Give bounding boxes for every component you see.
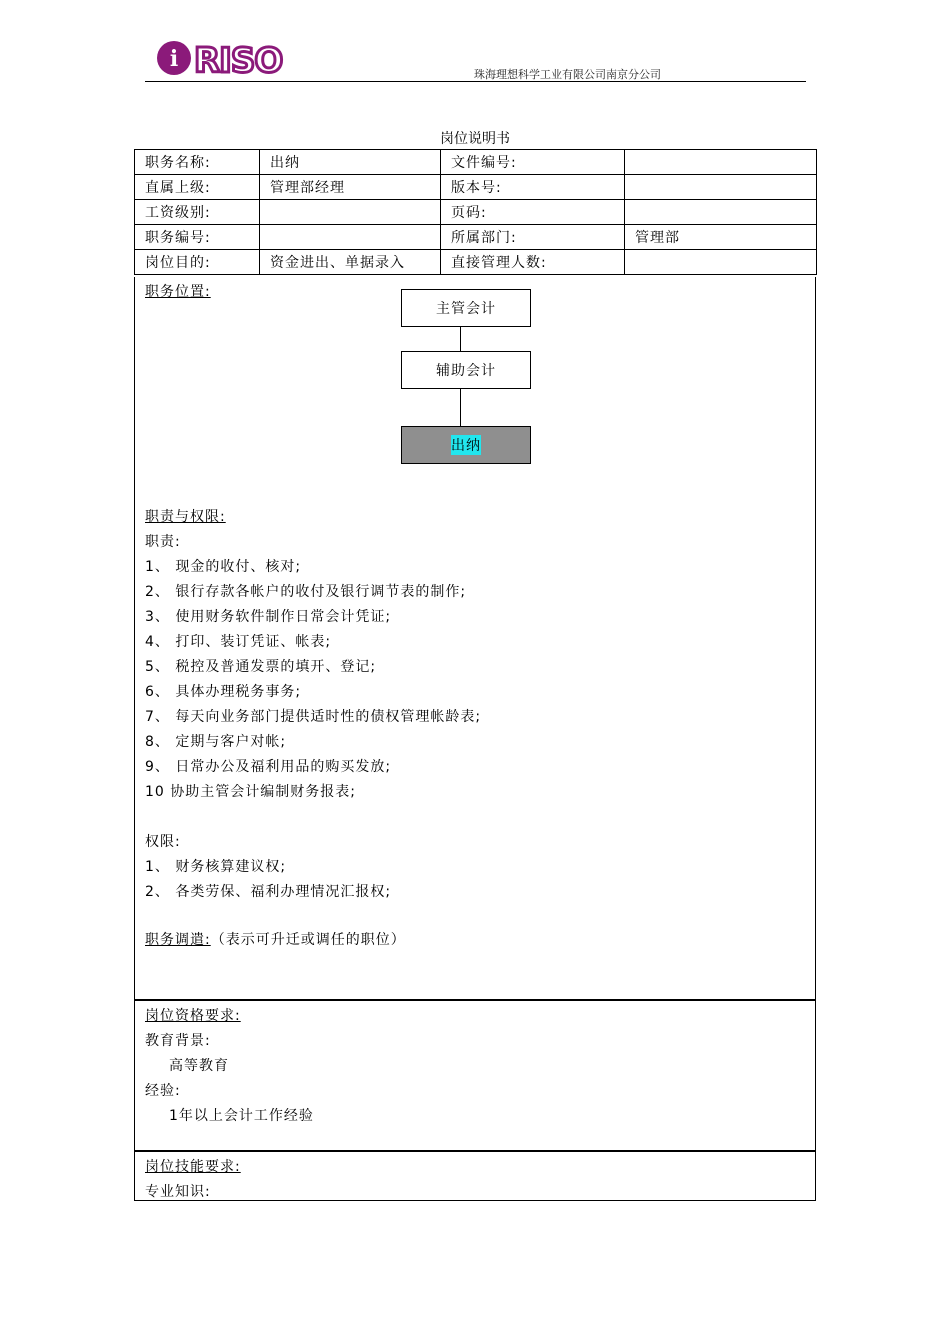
knowledge-label: 专业知识:: [145, 1184, 211, 1200]
qualification-section: [134, 1000, 816, 1151]
logo-text: RISO: [194, 41, 283, 76]
experience-label: 经验:: [145, 1083, 181, 1099]
riso-logo: [156, 40, 290, 76]
info-value-cell: [260, 200, 441, 225]
main-section: [134, 277, 816, 1000]
info-value-cell: 资金进出、单据录入: [260, 250, 441, 275]
info-value-cell: [625, 250, 817, 275]
org-box-assistant: [401, 351, 531, 389]
education-label: 教育背景:: [145, 1033, 211, 1049]
info-value-cell: 出纳: [260, 150, 441, 175]
duty-item: 4、 打印、装订凭证、帐表;: [145, 634, 332, 650]
info-label-cell: 工资级别:: [135, 200, 260, 225]
info-row: [135, 200, 817, 225]
info-row: [135, 150, 817, 175]
company-name: 珠海理想科学工业有限公司南京分公司: [474, 68, 661, 81]
skills-heading: 岗位技能要求:: [145, 1159, 241, 1175]
info-value-cell: 管理部: [625, 225, 817, 250]
document-title: 岗位说明书: [440, 131, 510, 147]
info-value-cell: [625, 200, 817, 225]
position-heading: 职务位置:: [145, 284, 211, 300]
duty-item: 10 协助主管会计编制财务报表;: [145, 784, 356, 800]
info-row: [135, 250, 817, 275]
authority-item: 2、 各类劳保、福利办理情况汇报权;: [145, 884, 392, 900]
duty-item: 7、 每天向业务部门提供适时性的债权管理帐龄表;: [145, 709, 482, 725]
skills-section: [134, 1151, 816, 1201]
info-value-cell: [625, 150, 817, 175]
duty-item: 3、 使用财务软件制作日常会计凭证;: [145, 609, 392, 625]
info-table: [134, 149, 817, 275]
info-label-cell: 直属上级:: [135, 175, 260, 200]
duty-item: 5、 税控及普通发票的填开、登记;: [145, 659, 377, 675]
duty-item: 1、 现金的收付、核对;: [145, 559, 302, 575]
duties-label: 职责:: [145, 534, 181, 550]
authority-label: 权限:: [145, 834, 181, 850]
transfer-line: [145, 929, 406, 949]
info-label-cell: 职务编号:: [135, 225, 260, 250]
org-label-current: 出纳: [451, 435, 481, 455]
info-label-cell: 直接管理人数:: [441, 250, 625, 275]
duty-item: 8、 定期与客户对帐;: [145, 734, 287, 750]
info-label-cell: 文件编号:: [441, 150, 625, 175]
info-label-cell: 页码:: [441, 200, 625, 225]
education-value: 高等教育: [169, 1058, 229, 1074]
info-row: [135, 225, 817, 250]
transfer-heading: 职务调遣:: [145, 932, 211, 948]
info-value-cell: [625, 175, 817, 200]
org-label-assistant: 辅助会计: [436, 363, 496, 379]
info-label-cell: 所属部门:: [441, 225, 625, 250]
org-connector: [460, 389, 461, 426]
experience-value: 1年以上会计工作经验: [169, 1108, 314, 1124]
svg-text:i: i: [169, 46, 179, 72]
info-label-cell: 岗位目的:: [135, 250, 260, 275]
authority-item: 1、 财务核算建议权;: [145, 859, 287, 875]
info-row: [135, 175, 817, 200]
info-value-cell: [260, 225, 441, 250]
responsibility-heading: 职责与权限:: [145, 509, 226, 525]
org-box-current: [401, 426, 531, 464]
duty-item: 6、 具体办理税务事务;: [145, 684, 302, 700]
duty-item: 2、 银行存款各帐户的收付及银行调节表的制作;: [145, 584, 467, 600]
info-value-cell: 管理部经理: [260, 175, 441, 200]
info-label-cell: 版本号:: [441, 175, 625, 200]
org-label-supervisor: 主管会计: [436, 301, 496, 317]
duty-item: 9、 日常办公及福利用品的购买发放;: [145, 759, 392, 775]
org-box-supervisor: [401, 289, 531, 327]
info-label-cell: 职务名称:: [135, 150, 260, 175]
org-connector: [460, 327, 461, 351]
qualification-heading: 岗位资格要求:: [145, 1008, 241, 1024]
transfer-note: （表示可升迁或调任的职位）: [210, 932, 406, 948]
header-rule: [145, 81, 806, 82]
